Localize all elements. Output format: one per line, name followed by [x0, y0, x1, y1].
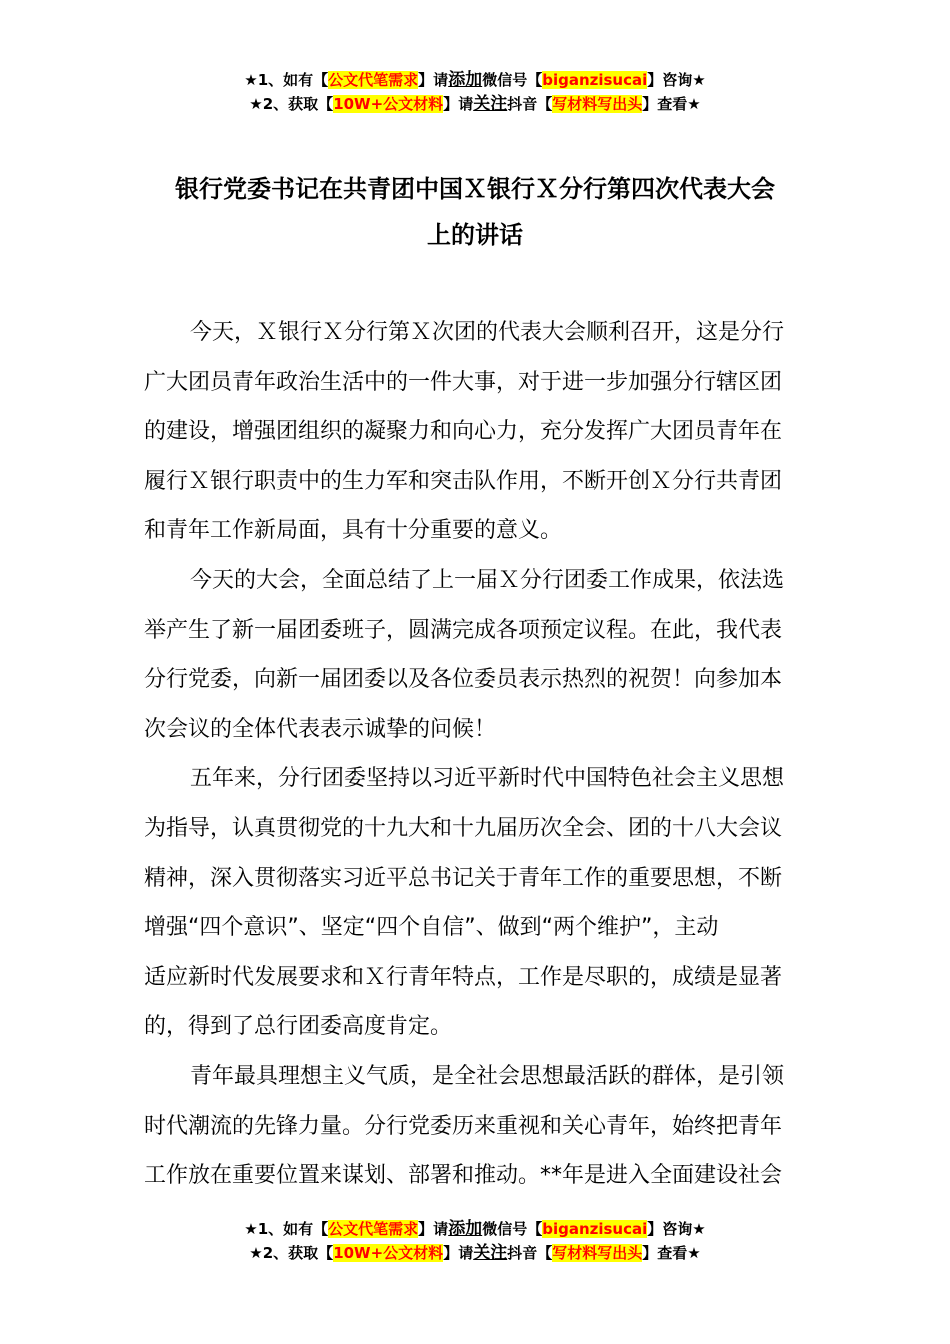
promo-line-2 — [0, 92, 950, 116]
body-line: 今天，Ｘ银行Ｘ分行第Ｘ次团的代表大会顺利召开，这是分行 — [190, 320, 785, 345]
promo-underlined: 添加 — [448, 70, 483, 90]
promo-wechat-id: biganzisucai — [542, 1220, 648, 1238]
body-line: 今天的大会，全面总结了上一届Ｘ分行团委工作成果，依法选 — [190, 567, 785, 593]
promo-douyin-id: 写材料写出头 — [552, 1244, 643, 1262]
body-line: 精神，深入贯彻落实习近平总书记关于青年工作的重要思想，不断 — [144, 865, 783, 891]
body-line: 的，得到了总行团委高度肯定。 — [144, 1014, 453, 1040]
promo-text: ★2、获取【 — [249, 1244, 334, 1262]
body-line: 为指导，认真贯彻党的十九大和十九届历次全会、团的十八大会议 — [144, 815, 783, 841]
body-line: 时代潮流的先锋力量。分行党委历来重视和关心青年，始终把青年 — [144, 1113, 783, 1139]
promo-text: 微信号【 — [482, 71, 543, 89]
promo-text: 】请 — [443, 95, 474, 113]
promo-underlined: 关注 — [473, 1243, 508, 1263]
promo-text: 】咨询★ — [647, 71, 706, 89]
body-line: 举产生了新一届团委班子，圆满完成各项预定议程。在此，我代表 — [144, 617, 783, 643]
promo-underlined: 关注 — [473, 94, 508, 114]
document-title — [0, 166, 950, 258]
promo-text: 】请 — [443, 1244, 474, 1262]
title-line-2: 上的讲话 — [427, 221, 523, 249]
promo-text: 抖音【 — [507, 95, 553, 113]
promo-text: ★1、如有【 — [244, 71, 329, 89]
body-line: 五年来，分行团委坚持以习近平新时代中国特色社会主义思想 — [190, 766, 785, 792]
promo-line-2 — [0, 1241, 950, 1265]
body-line: 广大团员青年政治生活中的一件大事，对于进一步加强分行辖区团 — [144, 369, 783, 395]
promo-highlight: 公文代笔需求 — [328, 71, 419, 89]
promo-text: 】请 — [418, 71, 449, 89]
body-line: 工作放在重要位置来谋划、部署和推动。**年是进入全面建设社会 — [144, 1163, 783, 1189]
promo-highlight: 10W+公文材料 — [333, 1244, 444, 1262]
footer-promo-banner — [0, 1217, 950, 1265]
promo-underlined: 添加 — [448, 1219, 483, 1239]
title-line-1: 银行党委书记在共青团中国Ｘ银行Ｘ分行第四次代表大会 — [175, 175, 775, 203]
body-line: 次会议的全体代表表示诚挚的问候！ — [144, 716, 497, 742]
promo-text: 】查看★ — [642, 95, 701, 113]
promo-wechat-id: biganzisucai — [542, 71, 648, 89]
promo-text: 抖音【 — [507, 1244, 553, 1262]
body-line: 的建设，增强团组织的凝聚力和向心力，充分发挥广大团员青年在 — [144, 419, 783, 445]
promo-text: 】咨询★ — [647, 1220, 706, 1238]
body-line: 适应新时代发展要求和Ｘ行青年特点，工作是尽职的，成绩是显著 — [144, 964, 783, 990]
promo-highlight: 公文代笔需求 — [328, 1220, 419, 1238]
promo-text: 】请 — [418, 1220, 449, 1238]
promo-douyin-id: 写材料写出头 — [552, 95, 643, 113]
body-line: 青年最具理想主义气质，是全社会思想最活跃的群体，是引领 — [190, 1063, 785, 1089]
promo-line-1 — [0, 1217, 950, 1241]
promo-text: ★2、获取【 — [249, 95, 334, 113]
header-promo-banner — [0, 68, 950, 116]
body-line: 和青年工作新局面，具有十分重要的意义。 — [144, 518, 563, 544]
promo-line-1 — [0, 68, 950, 92]
body-line: 增强“四个意识”、坚定“四个自信”、做到“两个维护”，主动 — [144, 915, 719, 941]
body-line: 分行党委，向新一届团委以及各位委员表示热烈的祝贺！向参加本 — [144, 667, 783, 693]
promo-text: 微信号【 — [482, 1220, 543, 1238]
promo-highlight: 10W+公文材料 — [333, 95, 444, 113]
promo-text: ★1、如有【 — [244, 1220, 329, 1238]
document-body — [144, 308, 804, 1201]
body-line: 履行Ｘ银行职责中的生力军和突击队作用，不断开创Ｘ分行共青团 — [144, 468, 783, 494]
promo-text: 】查看★ — [642, 1244, 701, 1262]
